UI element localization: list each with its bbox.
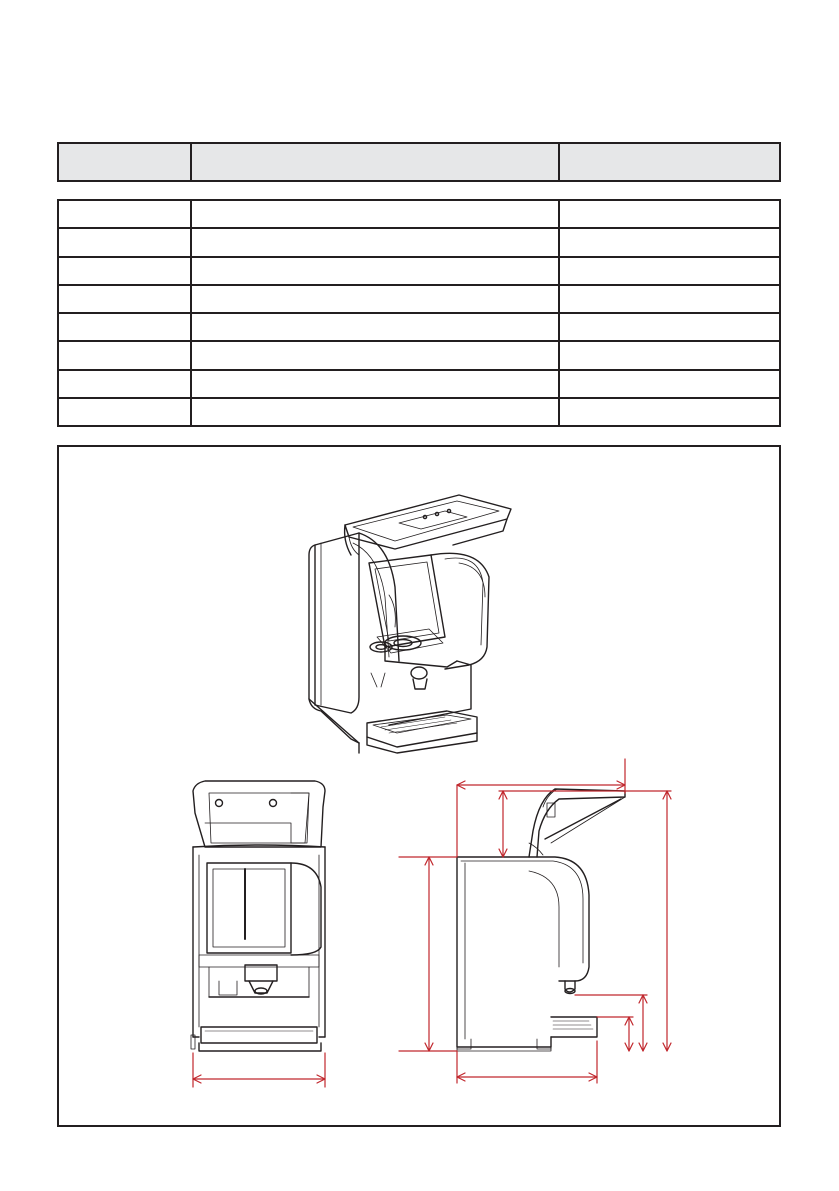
table-cell [192,201,560,227]
table-cell [59,258,192,284]
table-row [59,371,779,399]
table-cell [192,342,560,368]
table-row [59,201,779,229]
table-cell [59,399,192,425]
table-row [59,314,779,342]
table-cell [560,258,779,284]
table-row [59,286,779,314]
table-cell [560,371,779,397]
side-open-lid-icon [457,789,625,1051]
spec-table-header [57,142,781,182]
dimension-figure [57,445,781,1127]
table-cell [59,342,192,368]
table-cell [192,371,560,397]
table-row [59,229,779,257]
table-cell [192,286,560,312]
table-cell [59,371,192,397]
table-cell [560,314,779,340]
table-cell [192,258,560,284]
table-cell [59,229,192,255]
table-cell [560,399,779,425]
header-cell-2 [192,144,560,180]
spec-table-body [57,199,781,427]
table-cell [560,201,779,227]
front-open-lid-icon [191,781,325,1051]
table-cell [560,286,779,312]
perspective-open-lid-icon [309,495,511,753]
header-cell-1 [59,144,192,180]
table-cell [59,201,192,227]
table-cell [192,229,560,255]
table-cell [560,342,779,368]
table-cell [59,286,192,312]
table-row [59,399,779,427]
dimension-lines [193,759,671,1087]
figure-canvas [59,447,783,1129]
table-cell [59,314,192,340]
table-row [59,258,779,286]
table-row [59,342,779,370]
table-cell [192,399,560,425]
table-cell [560,229,779,255]
table-cell [192,314,560,340]
header-cell-3 [560,144,779,180]
